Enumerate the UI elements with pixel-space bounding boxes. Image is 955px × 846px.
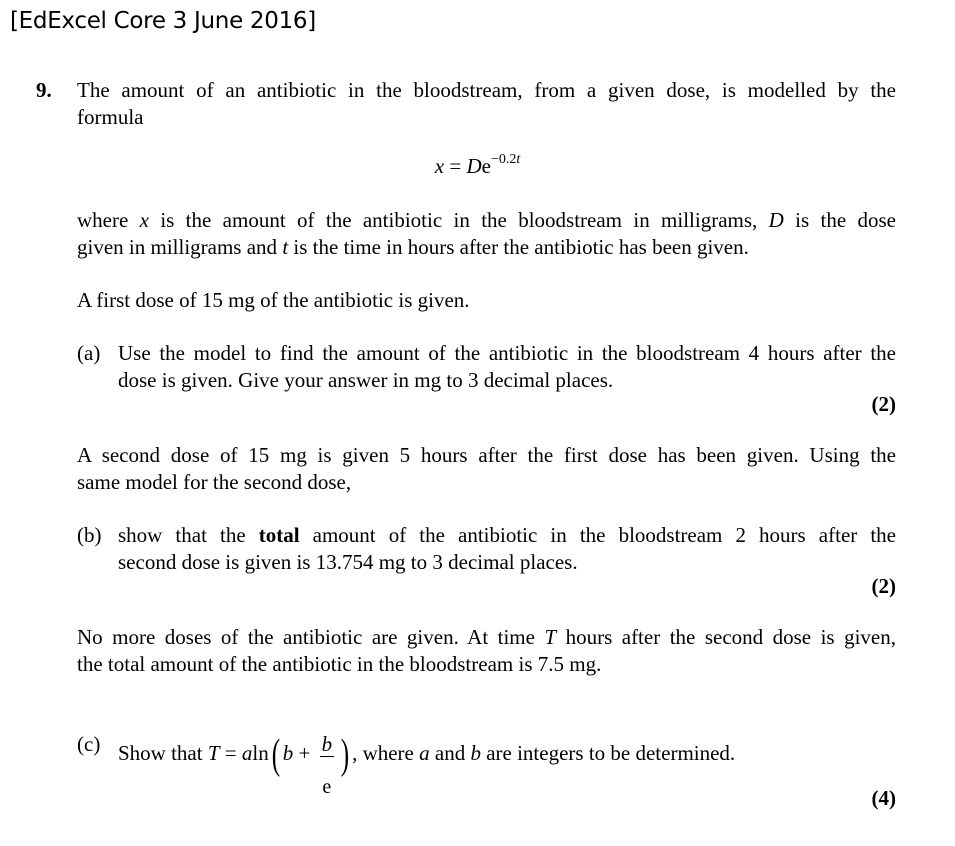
- intro-line-1: The amount of an antibiotic in the bloodstream, from a given dose, is modelled by the: [77, 78, 896, 102]
- where-line-1: [77, 207, 896, 234]
- part-b-line-2: second dose is given is 13.754 mg to 3 decimal places.: [118, 550, 578, 574]
- no-more-line-1: [77, 624, 896, 651]
- part-b-text: [118, 522, 896, 576]
- part-c-and: and: [429, 740, 471, 765]
- where-text-5: is the time in hours after the antibiotic has been given.: [288, 235, 749, 259]
- formula-e: e: [481, 154, 491, 178]
- intro-text: [77, 77, 896, 131]
- part-c-pre: Show that: [118, 740, 208, 765]
- part-c-plus: +: [293, 740, 316, 765]
- part-a-text: [118, 340, 896, 394]
- first-dose-text: A first dose of 15 mg of the antibiotic is given.: [77, 288, 470, 312]
- part-c-ln: ln: [252, 740, 269, 765]
- part-c-tail: are integers to be determined.: [480, 740, 736, 765]
- question-number: 9.: [36, 78, 52, 102]
- where-text-3: is the dose: [783, 208, 896, 232]
- exponent-variable: t: [516, 152, 521, 167]
- no-more-text-2: hours after the second dose is given,: [556, 625, 896, 649]
- fraction-denominator: e: [322, 776, 332, 798]
- part-c-comma: ,: [352, 740, 358, 765]
- part-c-left-paren: (: [271, 732, 280, 778]
- part-b-bold-word: total: [258, 523, 300, 547]
- part-c-equals: =: [219, 740, 242, 765]
- part-c-marks: (4): [871, 786, 896, 810]
- part-b-marks: (2): [871, 574, 896, 598]
- part-b-pre: show that the: [118, 523, 259, 547]
- second-dose-line-2: same model for the second dose,: [77, 470, 352, 494]
- part-c-post: where: [357, 740, 420, 765]
- part-a-marks: (2): [871, 392, 896, 416]
- where-text-1: where: [77, 208, 140, 232]
- where-text-2: is the amount of the antibiotic in the bloodstream in milligrams,: [148, 208, 769, 232]
- second-dose-text: [77, 442, 896, 496]
- no-more-var-T: T: [544, 625, 557, 649]
- no-more-line-2: the total amount of the antibiotic in the bloodstream is 7.5 mg.: [77, 652, 602, 676]
- fraction-numerator: b: [321, 732, 333, 756]
- formula-equals: =: [444, 154, 467, 178]
- where-line-2: [77, 234, 896, 261]
- part-c-var-b2: b: [470, 740, 481, 765]
- second-dose-line-1: A second dose of 15 mg is given 5 hours after the first dose has been given. Using the: [77, 443, 896, 467]
- part-a-line-2: dose is given. Give your answer in mg to 3 decimal places.: [118, 368, 614, 392]
- no-more-doses-text: [77, 624, 896, 678]
- part-b-label: (b): [77, 523, 102, 547]
- no-more-text-1: No more doses of the antibiotic are given. At time: [77, 625, 545, 649]
- exponent-number: −0.2: [490, 152, 517, 167]
- part-c-text: [118, 712, 735, 798]
- part-a-label: (a): [77, 341, 101, 365]
- part-c-var-a2: a: [419, 740, 430, 765]
- part-b-line-1: [118, 522, 896, 549]
- part-c-var-T: T: [207, 740, 220, 765]
- main-formula: [0, 154, 955, 179]
- intro-line-2: formula: [77, 105, 144, 129]
- formula-D: D: [466, 154, 482, 178]
- part-c-var-a: a: [241, 740, 253, 765]
- where-text-4: given in milligrams and: [77, 235, 283, 259]
- where-var-x: x: [139, 208, 149, 232]
- where-var-t: t: [282, 235, 289, 259]
- part-c-fraction: [320, 712, 335, 798]
- source-header: [EdExcel Core 3 June 2016]: [10, 8, 316, 34]
- part-c-right-paren: ): [340, 732, 350, 778]
- where-var-D: D: [768, 208, 784, 232]
- part-b-post: amount of the antibiotic in the bloodstream 2 hours after the: [299, 523, 896, 547]
- formula-x: x: [434, 154, 445, 178]
- formula-exponent: [491, 152, 520, 167]
- part-c-label: (c): [77, 732, 101, 756]
- part-c-var-b: b: [282, 740, 294, 765]
- part-a-line-1: Use the model to find the amount of the antibiotic in the bloodstream 4 hours after the: [118, 341, 896, 365]
- where-text: [77, 207, 896, 261]
